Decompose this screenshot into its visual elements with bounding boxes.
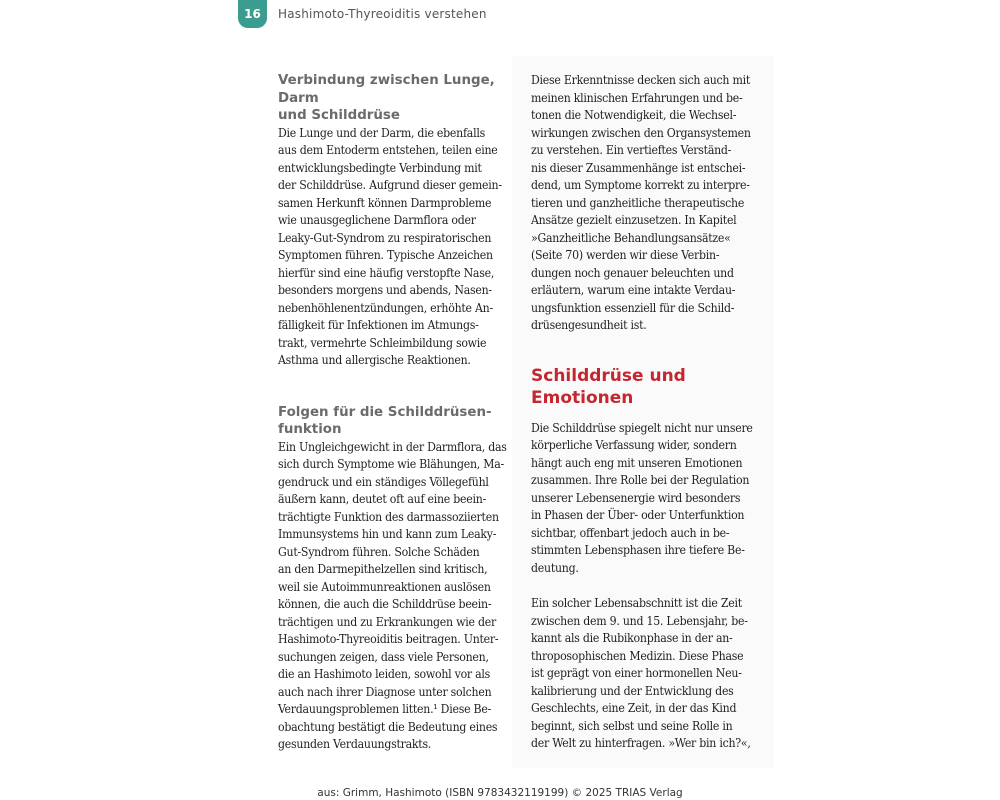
text-line: tonen die Notwendigkeit, die Wechsel-: [531, 108, 737, 122]
subheading-consequences: [278, 404, 510, 439]
text-line: Diese Erkenntnisse decken sich auch mit: [531, 73, 751, 87]
text-line: Ein solcher Lebensabschnitt ist die Zeit: [531, 596, 742, 610]
text-line: sichtbar, offenbart jedoch auch in be-: [531, 525, 730, 540]
text-line: dungen noch genauer beleuchten und: [531, 265, 734, 280]
running-title: Hashimoto-Thyreoiditis verstehen: [278, 7, 487, 21]
text-line: (Seite 70) werden wir diese Verbin-: [531, 248, 720, 262]
text-line: gesunden Verdauungstrakts.: [278, 737, 432, 751]
text-line: throposophischen Medizin. Diese Phase: [531, 648, 744, 663]
section-heading-emotions: Schilddrüse und Emotionen: [531, 365, 686, 408]
text-line: ungsfunktion essenziell für die Schild-: [531, 300, 735, 315]
text-line: der Schilddrüse. Aufgrund dieser gemein-: [278, 178, 502, 192]
paragraph-insights: [531, 72, 763, 335]
text-line: an den Darmepithelzellen sind kritisch,: [278, 562, 488, 576]
text-line: sich durch Symptome wie Blähungen, Ma-: [278, 457, 504, 471]
text-line: obachtung bestätigt die Bedeutung eines: [278, 719, 498, 734]
text-line: trächtigen und zu Erkrankungen wie der: [278, 614, 496, 629]
subheading-line: Folgen für die Schilddrüsen-: [278, 404, 492, 420]
text-line: weil sie Autoimmunreaktionen auslösen: [278, 579, 491, 594]
text-line: trakt, vermehrte Schleimbildung sowie: [278, 335, 487, 350]
text-line: deutung.: [531, 560, 579, 575]
text-line: tieren und ganzheitliche therapeutische: [531, 195, 745, 210]
text-line: Ein Ungleichgewicht in der Darmflora, das: [278, 439, 507, 454]
text-line: wirkungen zwischen den Organsystemen: [531, 125, 751, 140]
text-line: Leaky-Gut-Syndrom zu respiratorischen: [278, 230, 492, 245]
left-column: [278, 72, 510, 754]
text-line: fälligkeit für Infektionen im Atmungs-: [278, 318, 479, 332]
text-line: auch nach ihrer Diagnose unter solchen: [278, 684, 492, 699]
text-line: nis dieser Zusammenhänge ist entschei-: [531, 160, 746, 175]
text-line: besonders morgens und abends, Nasen-: [278, 283, 492, 297]
text-line: die an Hashimoto leiden, sowohl vor als: [278, 667, 491, 681]
text-line: Ansätze gezielt einzusetzen. In Kapitel: [531, 213, 737, 227]
text-line: der Welt zu hinterfragen. »Wer bin ich?«,: [531, 736, 751, 750]
text-line: körperliche Verfassung wider, sondern: [531, 438, 737, 452]
text-line: Asthma und allergische Reaktionen.: [278, 353, 471, 367]
footer-citation: aus: Grimm, Hashimoto (ISBN 9783432119199) © 2025 TRIAS Verlag: [317, 787, 683, 799]
paragraph-lung-gut: [278, 125, 510, 370]
right-column: [531, 72, 763, 753]
text-line: Geschlechts, eine Zeit, in der das Kind: [531, 701, 737, 715]
text-line: trächtigte Funktion des darmassoziierten: [278, 509, 499, 524]
text-line: Immunsystems hin und kann zum Leaky-: [278, 527, 497, 541]
text-line: entwicklungsbedingte Verbindung mit: [278, 160, 482, 175]
text-line: äußern kann, deutet oft auf eine beein-: [278, 492, 487, 506]
text-line: nebenhöhlenentzündungen, erhöhte An-: [278, 300, 493, 315]
paragraph-thyroid-emotions: [531, 420, 763, 578]
paragraph-consequences: [278, 439, 510, 754]
text-line: erläutern, warum eine intakte Verdau-: [531, 283, 736, 297]
text-line: »Ganzheitliche Behandlungsansätze«: [531, 230, 731, 245]
text-line: drüsengesundheit ist.: [531, 318, 647, 332]
text-line: können, die auch die Schilddrüse beein-: [278, 597, 492, 611]
subheading-line: und Schilddrüse: [278, 108, 400, 123]
text-line: Verdauungsproblemen litten.¹ Diese Be-: [278, 702, 492, 716]
text-line: in Phasen der Über- oder Unterfunktion: [531, 508, 745, 522]
text-line: Gut-Syndrom führen. Solche Schäden: [278, 544, 480, 559]
text-line: dend, um Symptome korrekt zu interpre-: [531, 178, 750, 192]
subheading-lung-gut: [278, 72, 510, 125]
text-line: samen Herkunft können Darmprobleme: [278, 195, 492, 210]
text-line: Die Schilddrüse spiegelt nicht nur unsere: [531, 420, 753, 435]
page-number-badge: 16: [238, 0, 267, 28]
text-line: kalibrierung und der Entwicklung des: [531, 683, 734, 698]
text-line: Die Lunge und der Darm, die ebenfalls: [278, 125, 485, 140]
text-line: meinen klinischen Erfahrungen und be-: [531, 90, 743, 105]
text-line: hierfür sind eine häufig verstopfte Nase,: [278, 265, 495, 280]
text-line: kannt als die Rubikonphase in der an-: [531, 631, 733, 645]
text-line: ist geprägt von einer hormonellen Neu-: [531, 666, 742, 680]
text-line: aus dem Entoderm entstehen, teilen eine: [278, 143, 498, 157]
text-line: zwischen dem 9. und 15. Lebensjahr, be-: [531, 613, 748, 628]
text-line: Symptomen führen. Typische Anzeichen: [278, 248, 493, 262]
text-line: Hashimoto-Thyreoiditis beitragen. Unter-: [278, 632, 499, 646]
text-line: zu verstehen. Ein vertieftes Verständ-: [531, 143, 732, 157]
text-line: suchungen zeigen, dass viele Personen,: [278, 649, 489, 664]
subheading-line: Verbindung zwischen Lunge, Darm: [278, 73, 495, 106]
text-line: hängt auch eng mit unseren Emotionen: [531, 455, 743, 470]
text-line: wie unausgeglichene Darmflora oder: [278, 213, 476, 227]
text-line: zusammen. Ihre Rolle bei der Regulation: [531, 473, 750, 487]
text-line: beginnt, sich selbst und seine Rolle in: [531, 718, 733, 733]
text-line: unserer Lebensenergie wird besonders: [531, 490, 741, 505]
paragraph-rubicon-phase: [531, 595, 763, 753]
subheading-line: funktion: [278, 422, 342, 437]
text-line: gendruck und ein ständiges Völlegefühl: [278, 474, 489, 489]
text-line: stimmten Lebensphasen ihre tiefere Be-: [531, 543, 745, 557]
